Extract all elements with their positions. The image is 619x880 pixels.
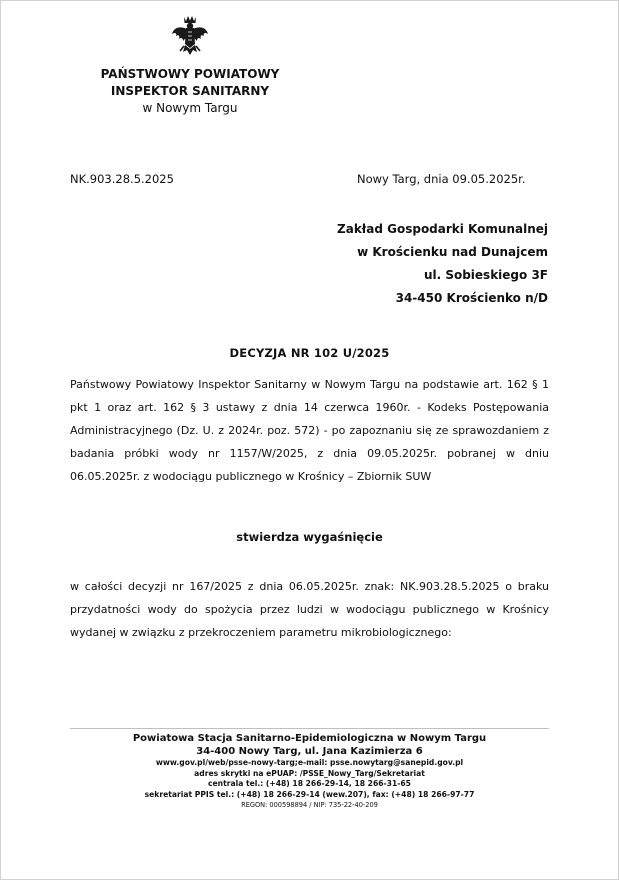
authority-line-1: PAŃSTWOWY POWIATOWY [100,67,280,81]
footer-epuap: adres skrytki na ePUAP: /PSSE_Nowy_Targ/Sekretariat [194,768,425,778]
footer-divider [70,728,549,729]
footer-secretariat: sekretariat PPIS tel.: (+48) 18 266-29-14 (wew.207), fax: (+48) 18 266-97-77 [144,789,475,799]
addressee-line-4: 34-450 Krościenko n/D [395,291,548,305]
footer-address: 34-400 Nowy Targ, ul. Jana Kazimierza 6 [196,746,423,757]
polish-eagle-emblem-icon [170,14,210,60]
footer-institution: Powiatowa Stacja Sanitarno-Epidemiologiczna w Nowym Targu [132,733,487,744]
addressee-block [300,218,548,310]
footer [70,732,549,810]
document-date: Nowy Targ, dnia 09.05.2025r. [357,172,526,186]
addressee-line-1: Zakład Gospodarki Komunalnej [337,222,548,236]
issuing-authority [70,66,310,117]
footer-web-email: www.gov.pl/web/psse-nowy-targ;e-mail: psse.nowytarg@sanepid.gov.pl [155,758,464,767]
addressee-line-2: w Krościenku nad Dunajcem [357,245,548,259]
addressee-line-3: ul. Sobieskiego 3F [423,268,548,282]
decision-subheading: stwierdza wygaśnięcie [236,530,383,544]
decision-paragraph-1: Państwowy Powiatowy Inspektor Sanitarny w Nowym Targu na podstawie art. 162 § 1 pkt 1 oraz art. 162 § 3 ustawy z dnia 14 czerwca 1960r. - Kodeks Postępowania Administracyjnego (Dz. U. z 2024r. poz. 572) - po zapoznaniu się ze sprawozdaniem z badania próbki wody nr 1157/W/2025, z dnia 09.05.2025r. pobranej w dniu 06.05.2025r. z wodociągu publicznego w Krośnicy – Zbiornik SUW [70,378,549,483]
footer-phone: centrala tel.: (+48) 18 266-29-14, 18 266-31-65 [208,779,411,789]
decision-paragraph-2: w całości decyzji nr 167/2025 z dnia 06.05.2025r. znak: NK.903.28.5.2025 o braku przydatności wody do spożycia przez ludzi w wodociągu publicznego w Krośnicy wydanej w związku z przekroczeniem parametru mikrobiologicznego: [70,580,549,639]
footer-regon-nip: REGON: 000598894 / NIP: 735-22-40-209 [241,801,378,810]
decision-title: DECYZJA NR 102 U/2025 [229,346,390,360]
authority-line-2: INSPEKTOR SANITARNY [110,84,270,98]
authority-city: w Nowym Targu [142,101,238,115]
reference-number: NK.903.28.5.2025 [70,172,174,186]
